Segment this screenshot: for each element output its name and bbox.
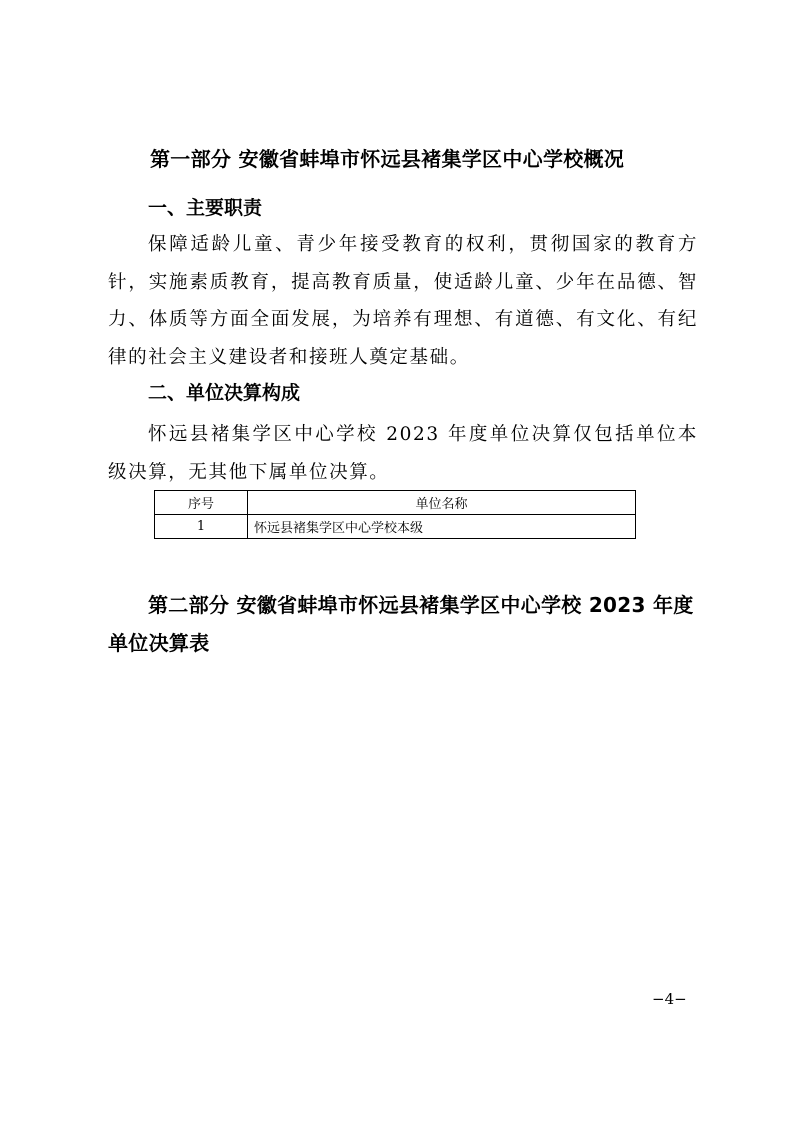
page-number: −4− <box>652 990 687 1008</box>
row-unit-name: 怀远县褚集学区中心学校本级 <box>248 515 636 539</box>
row-index: 1 <box>155 515 248 539</box>
section1-paragraph: 保障适龄儿童、青少年接受教育的权利，贯彻国家的教育方针，实施素质教育，提高教育质量，使适龄儿童、少年在品德、智力、体质等方面全面发展，为培养有理想、有道德、有文化、有纪律的社会主义建设者和接班人奠定基础。 <box>108 234 698 368</box>
section2-heading: 二、单位决算构成 <box>148 382 301 404</box>
header-index: 序号 <box>155 491 248 515</box>
table-row <box>155 515 636 539</box>
section1-heading: 一、主要职责 <box>148 197 263 219</box>
part1-title: 第一部分 安徽省蚌埠市怀远县褚集学区中心学校概况 <box>150 147 625 171</box>
section2-paragraph: 怀远县褚集学区中心学校 2023 年度单位决算仅包括单位本级决算，无其他下属单位决算。 <box>108 424 698 483</box>
unit-table <box>154 490 636 539</box>
header-unit-name: 单位名称 <box>248 491 636 515</box>
part2-title: 第二部分 安徽省蚌埠市怀远县褚集学区中心学校 2023 年度单位决算表 <box>108 593 694 655</box>
unit-table-header-row <box>155 491 636 515</box>
